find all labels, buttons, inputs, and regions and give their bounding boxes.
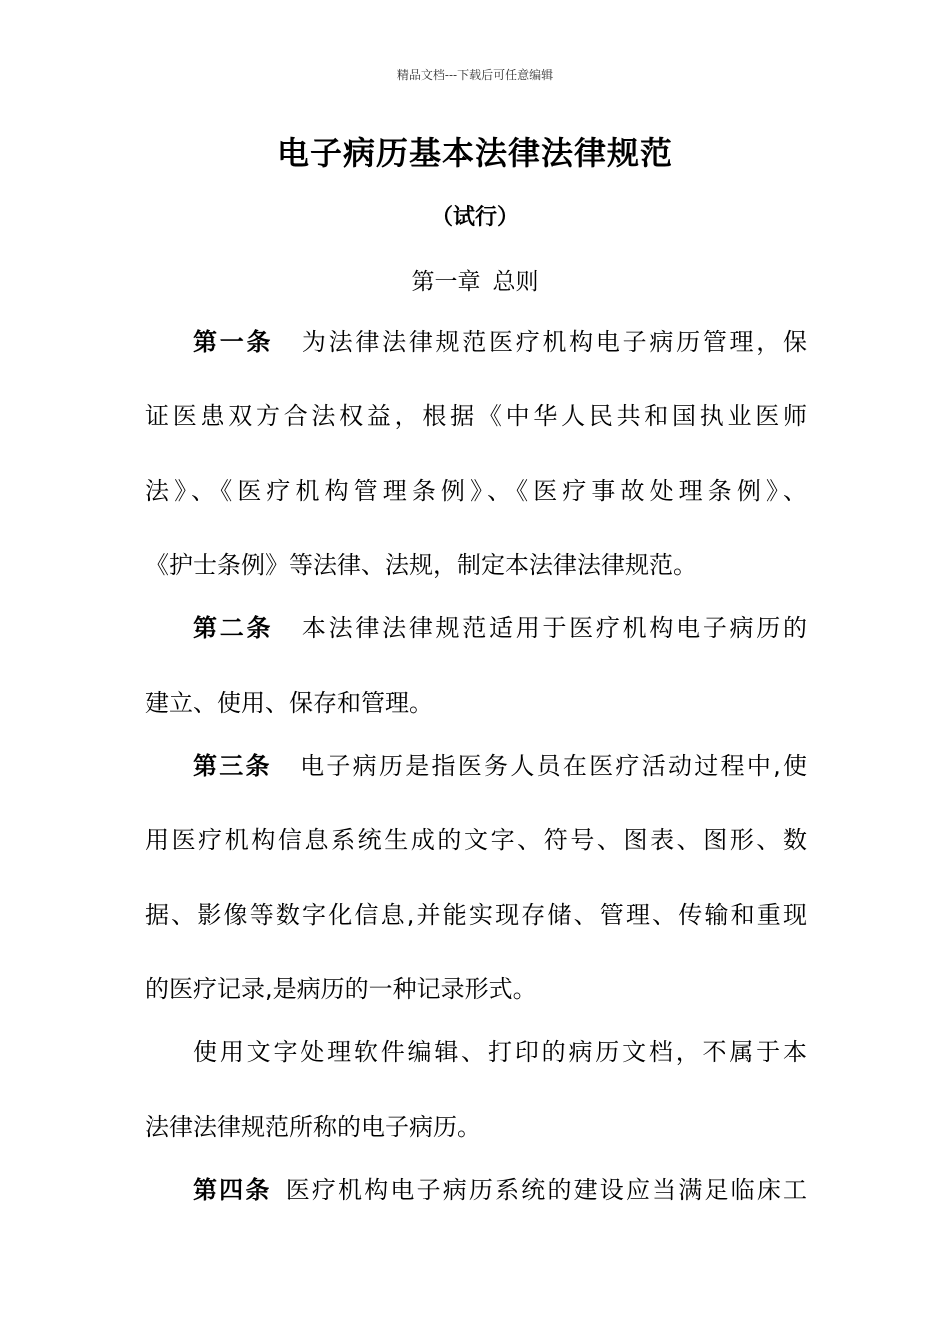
article-1-heading: 第一条: [193, 328, 274, 356]
document-title: 电子病历基本法律法律规范: [276, 134, 673, 172]
article-2-line-2: 建立、使用、保存和管理。: [145, 689, 433, 717]
article-3-line-1: [193, 750, 807, 782]
article-4-heading: 第四条: [193, 1176, 272, 1204]
document-subtitle: （试行）: [430, 205, 519, 230]
article-2-heading: 第二条: [193, 614, 274, 642]
article-1-line-4: 《护士条例》等法律、法规，制定本法律法律规范。: [145, 551, 697, 579]
article-2-line-1: [193, 612, 807, 644]
paragraph-line-1: 使用文字处理软件编辑、打印的病历文档，不属于本: [193, 1038, 807, 1066]
article-4-line-1: [193, 1174, 807, 1206]
paragraph-line-2: 法律法律规范所称的电子病历。: [145, 1113, 481, 1141]
article-1-line-3: 法》、《医疗机构管理条例》、《医疗事故处理条例》、: [145, 477, 807, 505]
article-3-heading: 第三条: [193, 752, 272, 780]
chapter-heading: [0, 263, 950, 296]
article-2-text-1: 本法律法律规范适用于医疗机构电子病历的: [299, 614, 808, 642]
chapter-name: 总则: [492, 269, 539, 295]
header-note: 精品文档---下载后可任意编辑: [396, 68, 554, 82]
chapter-number: 第一章: [411, 269, 481, 295]
article-1-text-1: 为法律法律规范医疗机构电子病历管理，保: [299, 328, 808, 356]
article-3-line-2: 用医疗机构信息系统生成的文字、符号、图表、图形、数: [145, 826, 807, 854]
article-1-line-2: 证医患双方合法权益，根据《中华人民共和国执业医师: [145, 402, 807, 430]
article-1-line-1: [193, 326, 807, 358]
article-3-line-4: 的医疗记录,是病历的一种记录形式。: [145, 975, 537, 1003]
article-3-line-3: 据、影像等数字化信息,并能实现存储、管理、传输和重现: [145, 901, 807, 929]
article-3-text-1: 电子病历是指医务人员在医疗活动过程中,使: [297, 752, 808, 780]
article-4-text-1: 医疗机构电子病历系统的建设应当满足临床工: [283, 1176, 808, 1204]
